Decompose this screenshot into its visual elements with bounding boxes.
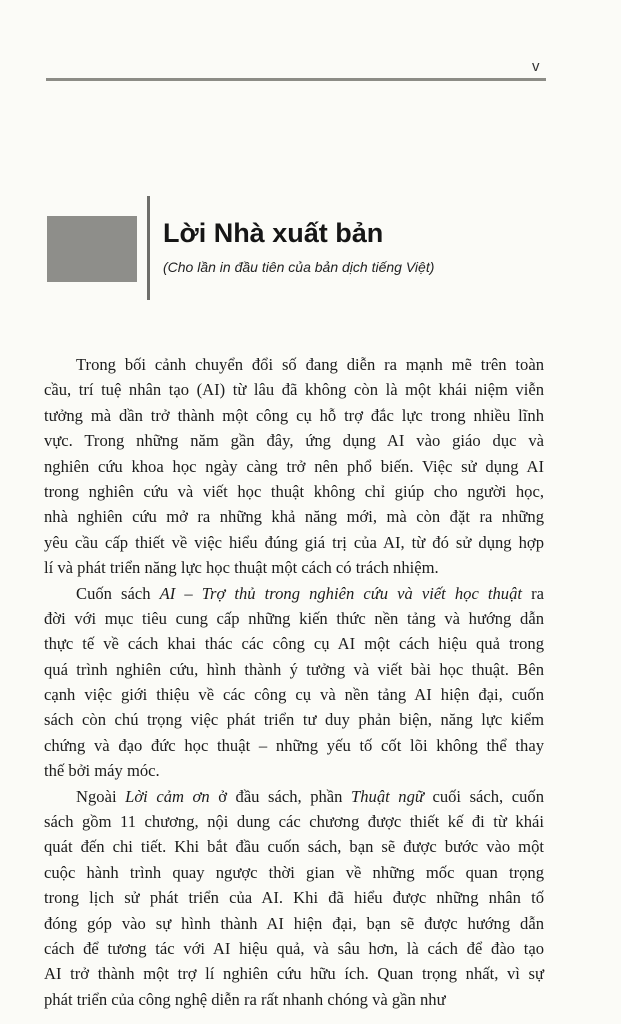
paragraph <box>44 581 544 784</box>
text-segment: quát đến chi tiết. Khi bắt đầu cuốn sách, bạn sẽ được bước vào một <box>44 837 544 857</box>
text-line <box>44 428 544 453</box>
text-segment: Ngoài <box>76 786 126 806</box>
paragraph <box>44 352 544 581</box>
text-line <box>44 834 544 859</box>
text-segment: cuộc hành trình quay ngược thời gian về những mốc quan trọng <box>44 862 544 882</box>
text-segment: quá trình nghiên cứu, hình thành ý tưởng và viết bài học thuật. Bên <box>44 659 544 679</box>
text-line <box>44 911 544 936</box>
body-text <box>44 352 544 1012</box>
text-line <box>44 860 544 885</box>
paragraph <box>44 784 544 1013</box>
text-segment: ra <box>522 583 544 603</box>
text-segment: AI trở thành một trợ lí nghiên cứu hữu ích. Quan trọng nhất, vì sự <box>44 964 544 984</box>
text-line <box>44 352 544 377</box>
page-number: v <box>532 58 540 75</box>
text-line <box>44 530 544 555</box>
text-segment: phát triển của công nghệ diễn ra rất nhanh chóng và gần như <box>44 989 446 1009</box>
text-segment: cách để tương tác với AI hiệu quả, và sâu hơn, là cách để đào tạo <box>44 938 544 958</box>
text-segment: cuối sách, cuốn <box>423 786 544 806</box>
text-segment: thực tế về cách khai thác các công cụ AI một cách hiệu quả trong <box>44 634 544 654</box>
text-line <box>44 454 544 479</box>
italic-title: Lời cảm ơn <box>125 786 210 806</box>
text-segment: thế bởi máy móc. <box>44 761 160 781</box>
text-segment: Cuốn sách <box>76 583 160 603</box>
text-segment: tưởng mà dần trở thành một công cụ hỗ trợ đắc lực trong nhiều lĩnh <box>44 405 544 425</box>
text-line <box>44 631 544 656</box>
text-line <box>44 403 544 428</box>
text-segment: chứng và đạo đức học thuật – những yếu tố cốt lõi không thể thay <box>44 735 544 755</box>
text-line <box>44 682 544 707</box>
text-line <box>44 885 544 910</box>
text-line <box>44 987 544 1012</box>
text-segment: đóng góp vào sự hình thành AI hiện đại, bạn sẽ được hướng dẫn <box>44 913 544 933</box>
text-line <box>44 707 544 732</box>
text-line <box>44 733 544 758</box>
italic-title: Thuật ngữ <box>351 786 424 806</box>
text-line <box>44 758 544 783</box>
italic-title: AI – Trợ thủ trong nghiên cứu và viết học thuật <box>159 583 523 603</box>
text-segment: sách gồm 11 chương, nội dung các chương được thiết kế đi từ khái <box>44 812 544 832</box>
text-line <box>44 936 544 961</box>
text-line <box>44 809 544 834</box>
text-line <box>44 657 544 682</box>
text-segment: cạnh việc giới thiệu về các công cụ và nền tảng AI hiện đại, cuốn <box>44 685 544 705</box>
text-segment: yêu cầu cấp thiết về việc hiểu đúng giá trị của AI, từ đó sử dụng hợp <box>44 532 544 552</box>
text-line <box>44 581 544 606</box>
text-segment: vực. Trong những năm gần đây, ứng dụng AI vào giáo dục và <box>44 431 544 451</box>
section-subtitle: (Cho lần in đầu tiên của bản dịch tiếng Việt) <box>163 259 435 275</box>
section-title: Lời Nhà xuất bản <box>163 218 384 248</box>
text-line <box>44 377 544 402</box>
text-segment: cầu, trí tuệ nhân tạo (AI) từ lâu đã không còn là một khái niệm viễn <box>44 380 544 400</box>
text-segment: trong nghiên cứu và viết học thuật không chỉ giúp cho người học, <box>44 481 544 501</box>
text-line <box>44 555 544 580</box>
text-segment: ở đầu sách, phần <box>209 786 351 806</box>
header-rule <box>46 78 546 81</box>
text-segment: Trong bối cảnh chuyển đổi số đang diễn ra mạnh mẽ trên toàn <box>76 355 544 374</box>
text-segment: nhà nghiên cứu mở ra những khả năng mới, mà còn đặt ra những <box>44 507 544 527</box>
text-segment: lí và phát triển năng lực học thuật một cách có trách nhiệm. <box>44 558 439 578</box>
text-line <box>44 504 544 529</box>
heading-decoration-box <box>47 216 137 282</box>
text-line <box>44 606 544 631</box>
text-line <box>44 961 544 986</box>
text-segment: sách còn chú trọng việc phát triển tư duy phản biện, năng lực kiểm <box>44 710 544 730</box>
text-segment: nghiên cứu khoa học ngày càng trở nên phổ biến. Việc sử dụng AI <box>44 456 544 476</box>
heading-divider <box>147 196 150 300</box>
text-segment: đời với mục tiêu cung cấp những kiến thức nền tảng và hướng dẫn <box>44 608 544 628</box>
text-line <box>44 784 544 809</box>
text-segment: trong lịch sử phát triển của AI. Khi đã hiểu được những nhân tố <box>44 888 544 908</box>
text-line <box>44 479 544 504</box>
